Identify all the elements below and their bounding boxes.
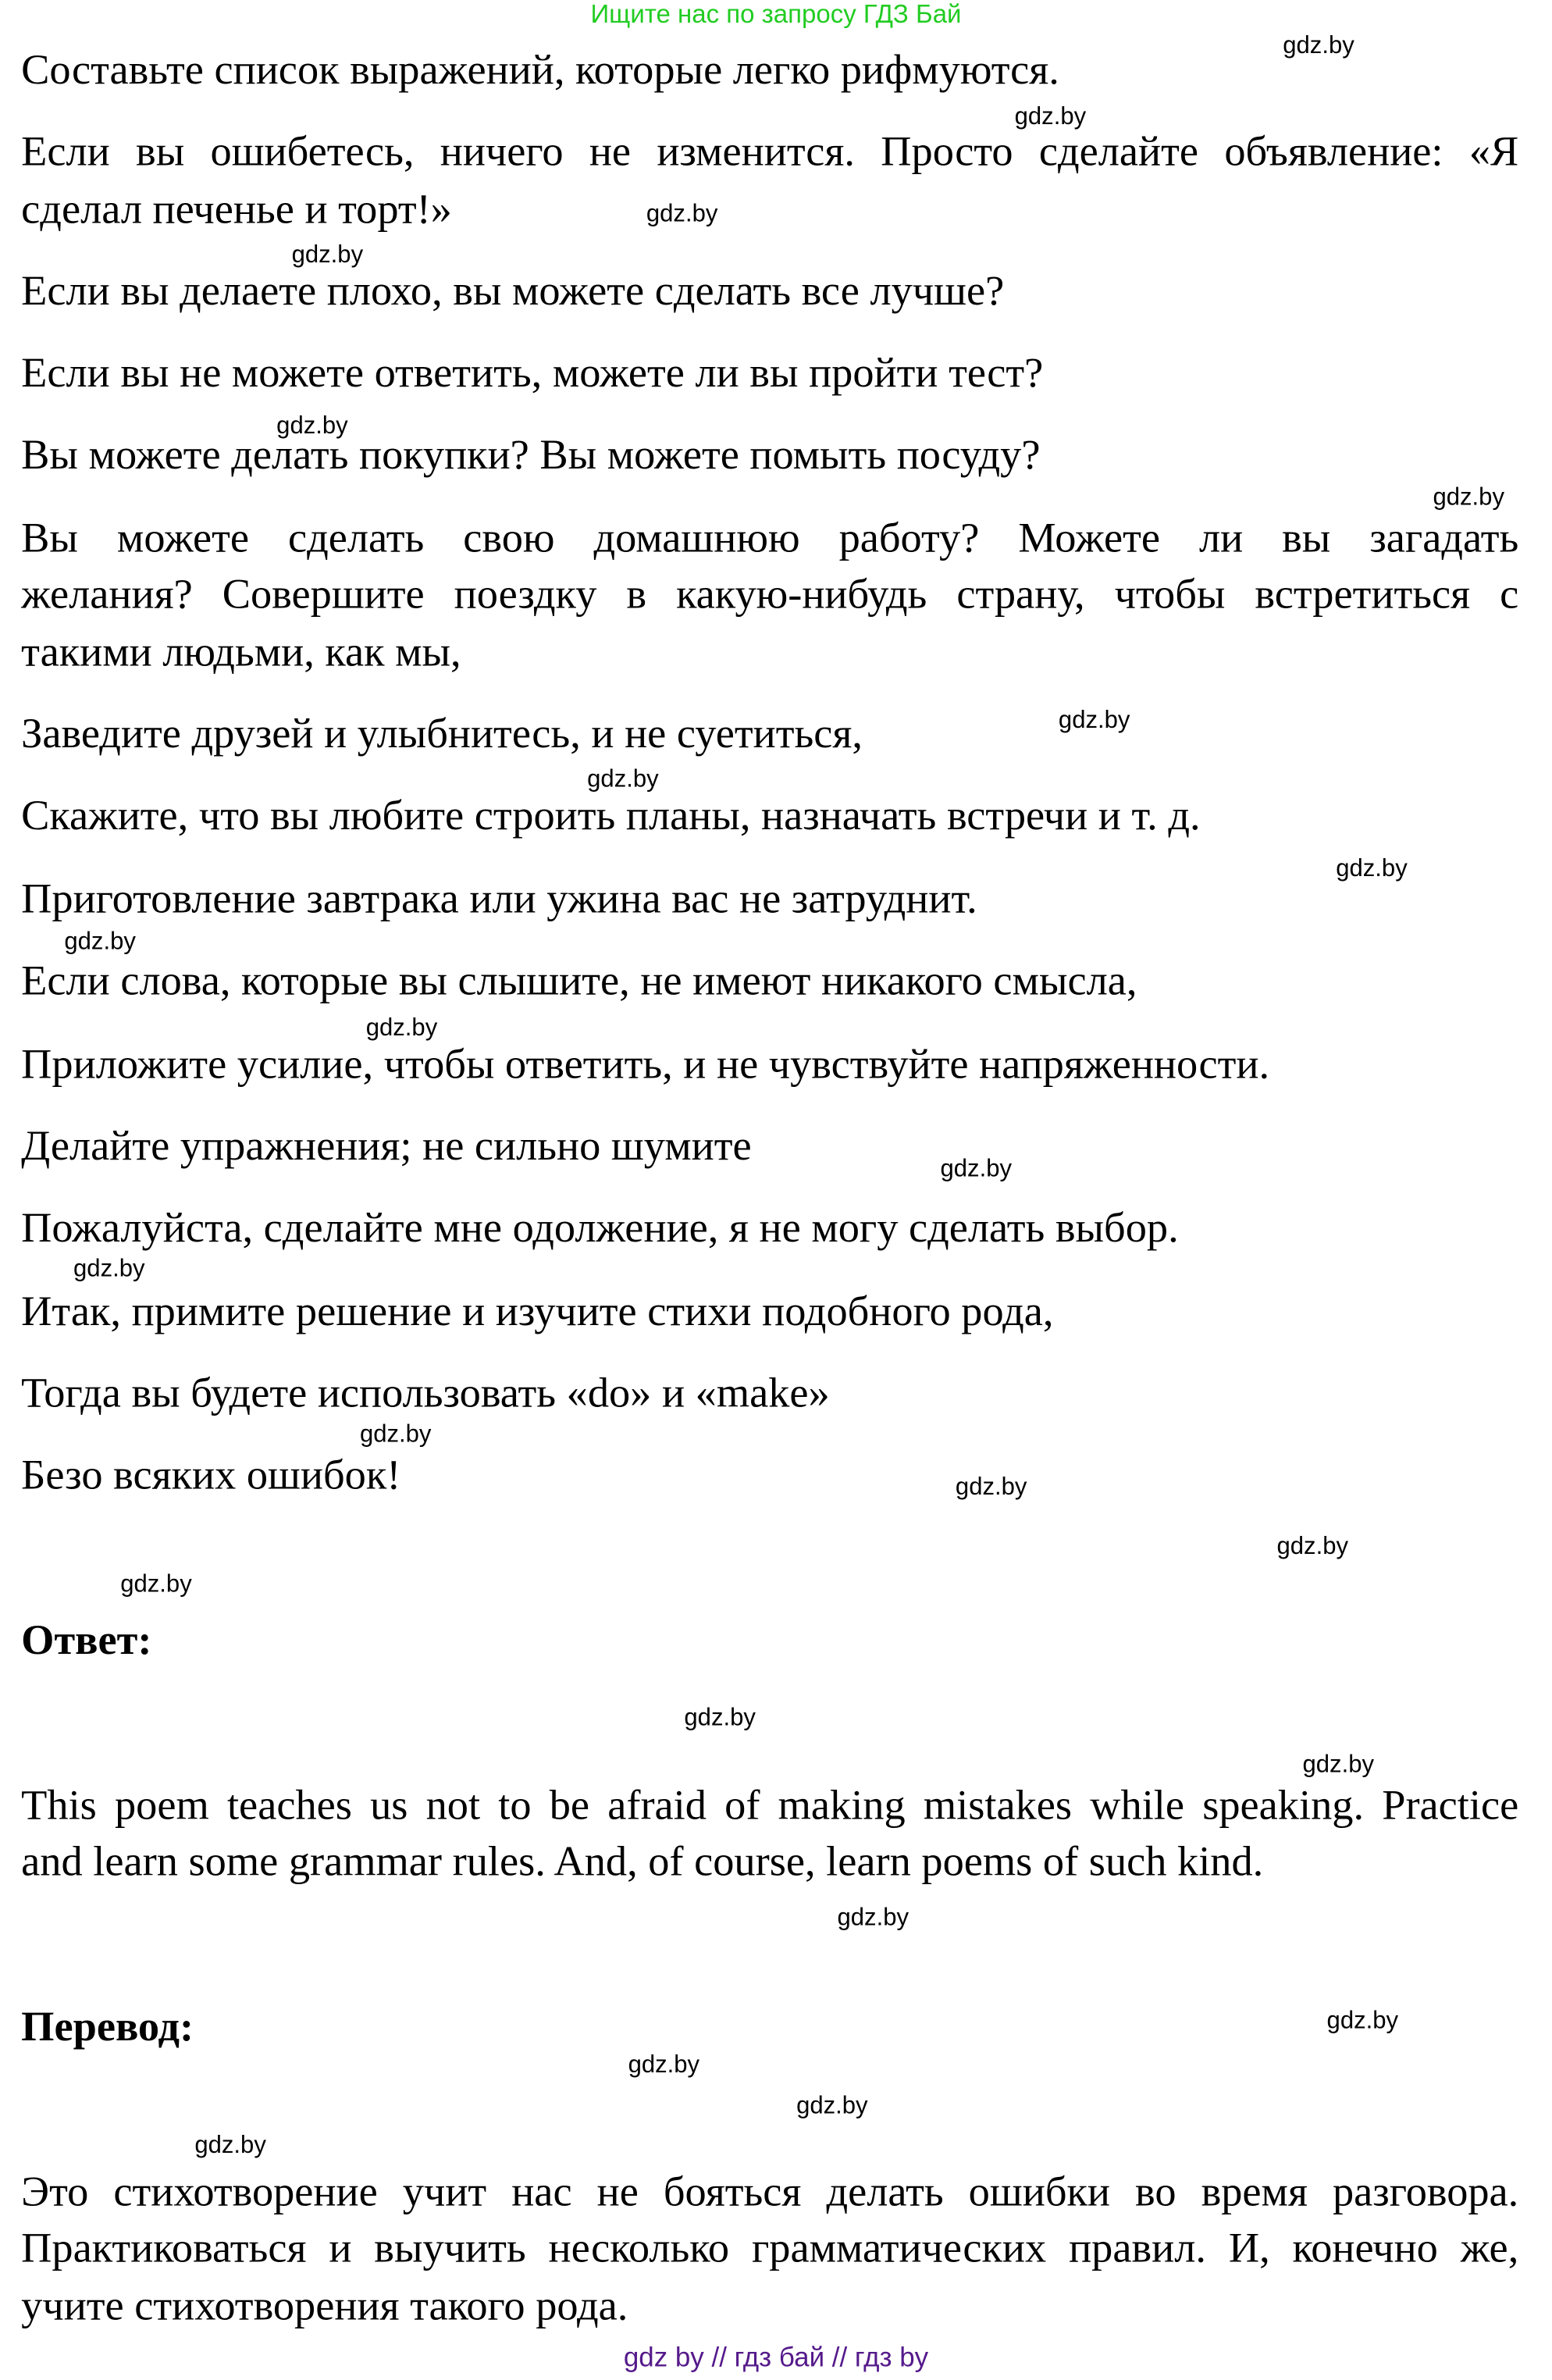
footer-links[interactable]: gdz by // гдз бай // гдз by: [623, 2342, 929, 2373]
watermark: gdz.by: [359, 1422, 432, 1448]
poem-line: Приложите усилие, чтобы ответить, и не чувствуйте напряженности.: [21, 1041, 1270, 1088]
poem-line: Если вы ошибетесь, ничего не изменится. Просто сделайте объявление: «Я: [21, 129, 1519, 176]
translation-text: Практиковаться и выучить несколько грамматических правил. И, конечно же,: [21, 2225, 1519, 2273]
watermark: gdz.by: [1302, 1752, 1375, 1779]
watermark: gdz.by: [73, 1256, 145, 1283]
poem-line: сделал печенье и торт!»: [21, 186, 452, 233]
watermark: gdz.by: [194, 2132, 266, 2159]
answer-text: and learn some grammar rules. And, of course, learn poems of such kind.: [21, 1838, 1264, 1887]
watermark: gdz.by: [276, 414, 348, 440]
poem-line: Если вы не можете ответить, можете ли вы пройти тест?: [21, 350, 1044, 397]
translation-text: Это стихотворение учит нас не бояться делать ошибки во время разговора.: [21, 2169, 1519, 2217]
poem-line: Безо всяких ошибок!: [21, 1452, 401, 1500]
poem-line: Пожалуйста, сделайте мне одолжение, я не могу сделать выбор.: [21, 1205, 1179, 1252]
answer-text: This poem teaches us not to be afraid of making mistakes while speaking. Practice: [21, 1783, 1519, 1830]
watermark: gdz.by: [837, 1905, 909, 1932]
watermark: gdz.by: [1433, 485, 1504, 511]
poem-line: Если слова, которые вы слышите, не имеют никакого смысла,: [21, 957, 1137, 1006]
poem-line: Вы можете сделать свою домашнюю работу? Можете ли вы загадать: [21, 515, 1519, 563]
poem-line: Тогда вы будете использовать «do» и «make»: [21, 1370, 830, 1418]
watermark: gdz.by: [646, 201, 718, 228]
poem-line: желания? Совершите поездку в какую-нибудь страну, чтобы встретиться с: [21, 571, 1519, 619]
poem-line: такими людьми, как мы,: [21, 629, 461, 676]
poem-line: Делайте упражнения; не сильно шумите: [21, 1123, 752, 1170]
watermark: gdz.by: [291, 242, 364, 269]
watermark: gdz.by: [628, 2052, 700, 2079]
watermark: gdz.by: [1326, 2008, 1399, 2035]
watermark: gdz.by: [120, 1572, 192, 1598]
translation-heading: Перевод:: [21, 2004, 194, 2051]
watermark: gdz.by: [64, 929, 136, 956]
watermark: gdz.by: [1283, 33, 1354, 59]
watermark: gdz.by: [955, 1474, 1027, 1501]
poem-line: Вы можете делать покупки? Вы можете помыть посуду?: [21, 432, 1041, 479]
site-banner: Ищите нас по запросу ГДЗ Бай: [590, 0, 962, 29]
poem-line: Приготовление завтрака или ужина вас не затруднит.: [21, 876, 977, 924]
watermark: gdz.by: [1336, 856, 1408, 882]
poem-line: Составьте список выражений, которые легко рифмуются.: [21, 47, 1059, 94]
poem-line: Итак, примите решение и изучите стихи подобного рода,: [21, 1288, 1054, 1336]
watermark: gdz.by: [587, 767, 659, 793]
watermark: gdz.by: [1014, 104, 1087, 130]
watermark: gdz.by: [684, 1705, 756, 1732]
watermark: gdz.by: [796, 2093, 868, 2120]
watermark: gdz.by: [1276, 1534, 1349, 1560]
watermark: gdz.by: [940, 1156, 1013, 1183]
watermark: gdz.by: [365, 1015, 438, 1042]
poem-line: Заведите друзей и улыбнитесь, и не суетиться,: [21, 711, 863, 758]
watermark: gdz.by: [1058, 707, 1130, 734]
translation-text: учите стихотворения такого рода.: [21, 2282, 628, 2330]
poem-line: Если вы делаете плохо, вы можете сделать все лучше?: [21, 268, 1005, 315]
answer-heading: Ответ:: [21, 1617, 152, 1665]
poem-line: Скажите, что вы любите строить планы, назначать встречи и т. д.: [21, 793, 1201, 840]
